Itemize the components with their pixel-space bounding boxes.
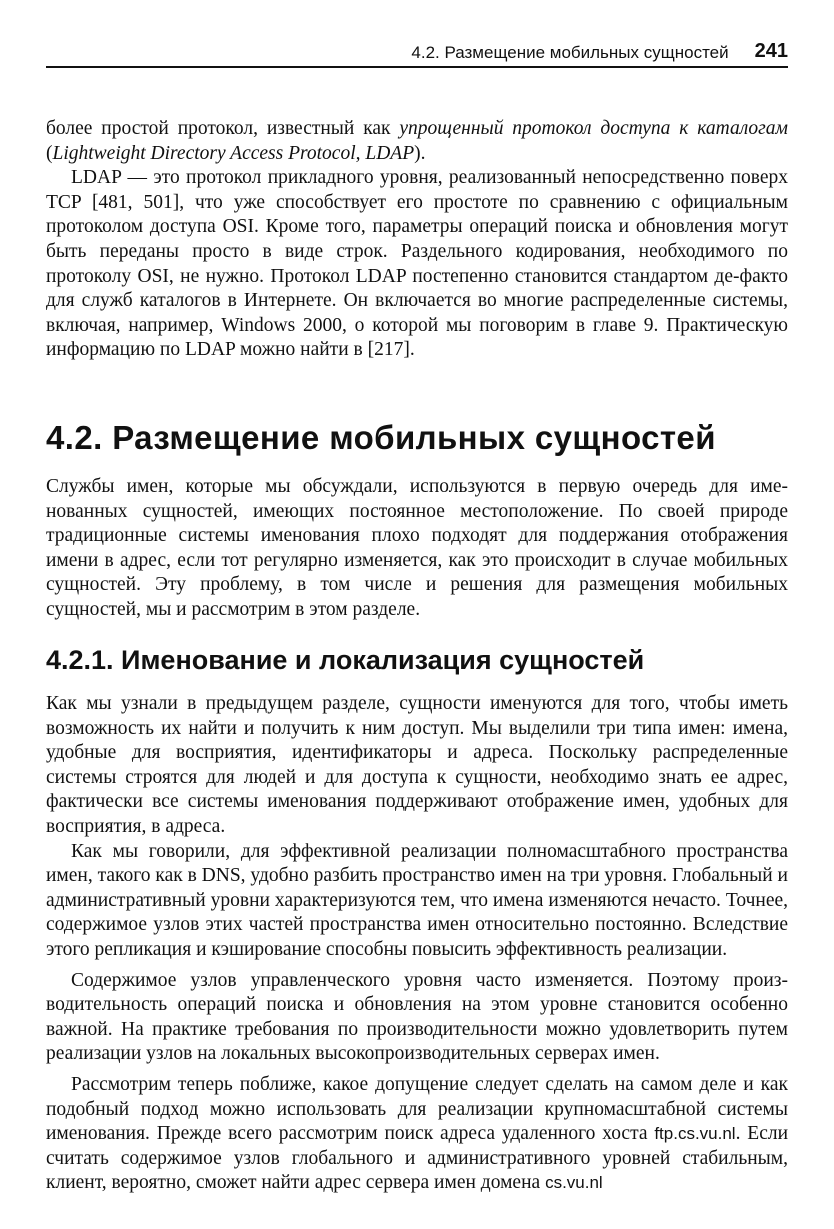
intro-p1-paren: ( xyxy=(46,142,53,164)
subsection-paragraph-3: Содержимое узлов управленческого уровня часто изменяется. Поэтому производительность операций поиска и обновления на этом уровне становится особенно важной. На практике требования по производительности можно удовлетворить путем реализации узлов на локальных высокопроизводительных серверах имен. xyxy=(46,969,788,1065)
intro-p1-end: ). xyxy=(414,142,426,164)
intro-paragraph-1 xyxy=(46,117,788,166)
subsection-title: 4.2.1. Именование и локализация сущностей xyxy=(46,645,645,675)
page-header xyxy=(46,36,788,68)
intro-p1-text: более простой протокол, известный как xyxy=(46,118,400,139)
intro-paragraph-2: LDAP — это протокол прикладного уровня, реализованный непосредственно поверх TCP [481, 501], что уже способствует его простоте по сравнению с официальным протоколом доступа OSI. Кроме того, параметры операций поиска и обновления могут быть переданы просто в виде строк. Раздельного кодирования, необходимого по протоколу OSI, не нужно. Протокол LDAP постепенно становится стандартом де-факто для служб каталогов в Интернете. Он включается во многие распределенные системы, включая, например, Windows 2000, о которой мы поговорим в главе 9. Практическую информацию по LDAP можно найти в [217]. xyxy=(46,167,788,361)
term-ldap-russian: упрощенный протокол доступа к каталогам xyxy=(399,118,788,139)
subsection-p4-text: Рассмотрим теперь поближе, какое допущение следует сделать на самом деле и как подобный подход можно использовать для реализации крупномасштабной системы именования. Прежде всего рассмотрим поиск адреса удаленного хоста xyxy=(46,1073,788,1145)
subsection-paragraph-1: Как мы узнали в предыдущем разделе, сущности именуются для того, чтобы иметь возможность их найти и получить к ним доступ. Мы выделили три типа имен: имена, удобные для восприятия, идентификаторы и адреса. Поскольку распределенные системы строятся для людей и для доступа к сущности, необходимо знать ее адрес, фактически все системы именования поддерживают отображение имен, удобных для восприятия, в адреса. xyxy=(46,693,788,837)
term-ldap-english: Lightweight Directory Access Protocol, LDAP xyxy=(52,142,415,164)
subsection-paragraph-4 xyxy=(46,1073,788,1196)
subsection-paragraph-2: Как мы говорили, для эффективной реализации полномасштабного пространства имен, такого как в DNS, удобно разбить пространство имен на три уровня. Глобальный и административный уровни характеризуются тем, что имена изменяются нечасто. Точнее, содержимое узлов этих частей пространства имен относительно постоянно. Вследствие этого репликация и кэширование способны повысить эффективность реализации. xyxy=(46,840,788,960)
section-title: 4.2. Размещение мобильных сущностей xyxy=(46,419,716,456)
subsection-text xyxy=(46,692,788,1196)
section-paragraph-1: Службы имен, которые мы обсуждали, используются в первую очередь для именованных сущностей, имеющих постоянное местоположение. По своей природе традиционные системы именования плохо подходят для поддержания отображения имени в адрес, если тот регулярно изменяется, как это происходит в случае мобильных сущностей. Эту проблему, в том числе и решения для размещения мобильных сущностей, мы и рассмотрим в этом разделе. xyxy=(46,476,788,620)
page-number: 241 xyxy=(754,40,788,62)
hostname-ftp: ftp.cs.vu.nl xyxy=(654,1124,736,1144)
intro-text xyxy=(46,117,788,363)
subsection-p4-text-2: . Если считать содержимое узлов глобального и административного уровней стабильным, клиент, вероятно, сможет найти адрес сервера имен домена xyxy=(46,1123,789,1194)
hostname-domain: cs.vu.nl xyxy=(545,1173,603,1193)
running-title: 4.2. Размещение мобильных сущностей xyxy=(411,43,729,62)
section-text xyxy=(46,475,788,623)
